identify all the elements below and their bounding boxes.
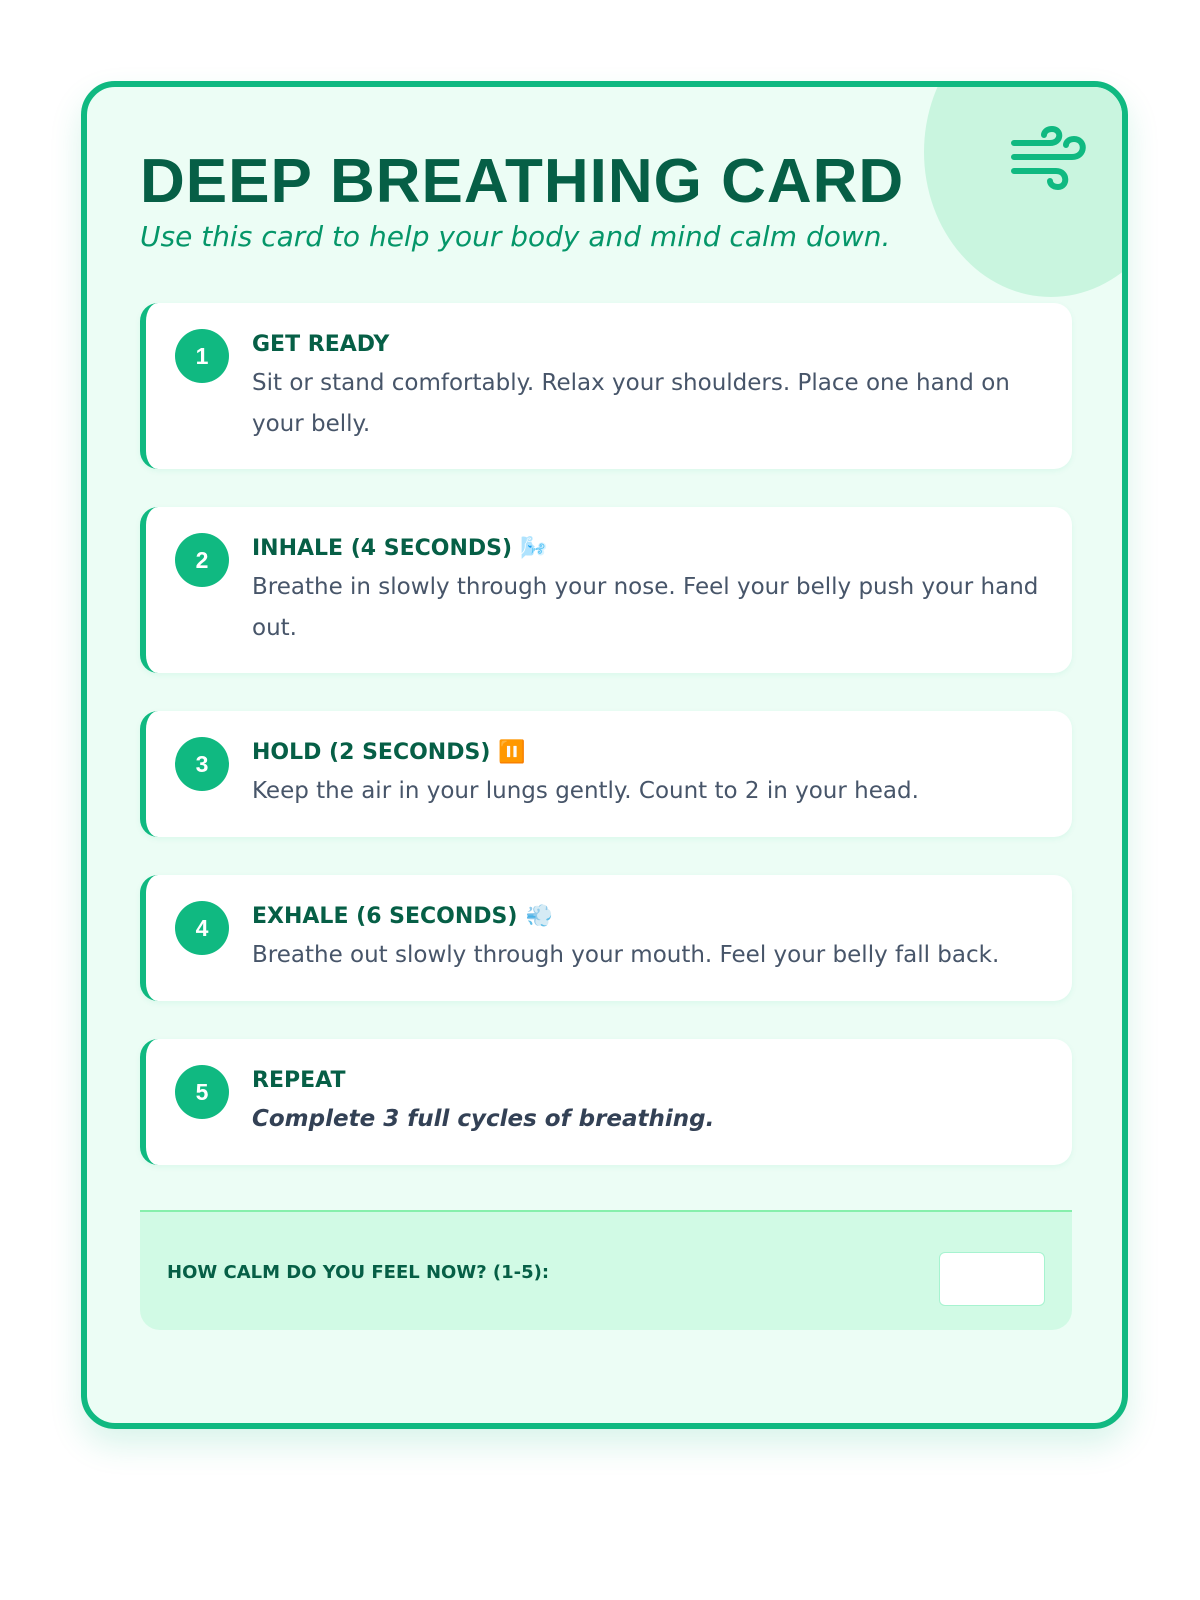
breathing-card	[81, 81, 1128, 1429]
step-number-badge: 5	[175, 1065, 229, 1119]
wind-face-icon: 🌬️	[520, 536, 548, 561]
step-description: Breathe in slowly through your nose. Feel your belly push your hand out.	[252, 574, 1039, 641]
step-description: Sit or stand comfortably. Relax your shoulders. Place one hand on your belly.	[252, 370, 1010, 437]
calm-rating-input[interactable]	[939, 1252, 1045, 1306]
step-title: REPEAT	[252, 1068, 346, 1093]
dash-away-icon: 💨	[525, 904, 553, 929]
step-number-badge: 2	[175, 533, 229, 587]
step-card-exhale	[140, 875, 1072, 1001]
step-card-inhale	[140, 507, 1072, 673]
step-title: INHALE (4 SECONDS) 🌬️	[252, 531, 1048, 567]
step-title: GET READY	[252, 332, 390, 357]
step-card-hold	[140, 711, 1072, 837]
step-card-get-ready	[140, 303, 1072, 469]
wind-icon	[1010, 125, 1090, 191]
step-title: EXHALE (6 SECONDS) 💨	[252, 899, 1048, 935]
calm-rating-section	[140, 1210, 1072, 1330]
card-title: DEEP BREATHING CARD	[140, 147, 905, 216]
step-number-badge: 4	[175, 901, 229, 955]
step-number-badge: 1	[175, 329, 229, 383]
card-subtitle: Use this card to help your body and mind calm down.	[140, 220, 891, 253]
step-number-badge: 3	[175, 737, 229, 791]
step-description: Breathe out slowly through your mouth. Feel your belly fall back.	[252, 942, 1000, 968]
pause-icon: ⏸️	[498, 740, 526, 765]
step-title: HOLD (2 SECONDS) ⏸️	[252, 735, 1048, 771]
step-description: Keep the air in your lungs gently. Count to 2 in your head.	[252, 778, 919, 804]
step-description: Complete 3 full cycles of breathing.	[252, 1106, 715, 1132]
calm-rating-label: HOW CALM DO YOU FEEL NOW? (1-5):	[167, 1262, 550, 1283]
step-card-repeat	[140, 1039, 1072, 1165]
